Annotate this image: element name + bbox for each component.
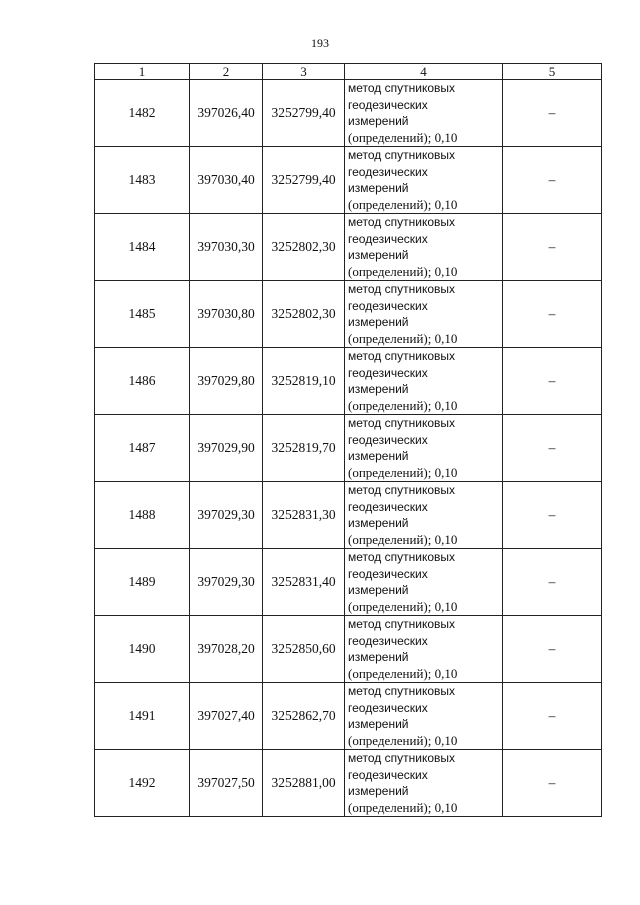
method-text-line: метод спутниковых — [348, 282, 456, 296]
method-text-line: метод спутниковых — [348, 148, 456, 162]
point-number-cell: 1482 — [95, 80, 190, 147]
table-body — [95, 80, 602, 817]
note-cell: – — [503, 214, 602, 281]
column-header: 2 — [190, 64, 263, 80]
coordinate-x-cell: 397029,30 — [190, 482, 263, 549]
method-text-line: измерений — [348, 650, 409, 664]
point-number-cell: 1483 — [95, 147, 190, 214]
method-text-line: (определений); 0,10 — [348, 732, 458, 748]
coordinate-y-cell: 3252802,30 — [263, 214, 345, 281]
point-number-cell: 1485 — [95, 281, 190, 348]
coordinate-x-cell: 397029,90 — [190, 415, 263, 482]
method-text-line: (определений); 0,10 — [348, 598, 458, 614]
page-number: 193 — [311, 36, 329, 50]
coordinate-y-cell: 3252831,30 — [263, 482, 345, 549]
method-text-line: геодезических — [348, 432, 428, 447]
note-cell: – — [503, 616, 602, 683]
method-text-line: геодезических — [348, 566, 428, 581]
coordinate-y-cell: 3252819,10 — [263, 348, 345, 415]
coordinate-y-cell: 3252802,30 — [263, 281, 345, 348]
point-number-cell: 1492 — [95, 750, 190, 817]
column-header: 5 — [503, 64, 602, 80]
table-row — [95, 348, 602, 415]
note-cell: – — [503, 482, 602, 549]
method-text-line: геодезических — [348, 633, 428, 648]
method-cell — [345, 348, 503, 415]
point-number-cell: 1490 — [95, 616, 190, 683]
method-text-line: измерений — [348, 181, 409, 195]
method-cell — [345, 683, 503, 750]
method-text-line: метод спутниковых — [348, 416, 456, 430]
method-text-line: геодезических — [348, 767, 428, 782]
point-number-cell: 1491 — [95, 683, 190, 750]
method-text-line: измерений — [348, 449, 409, 463]
note-cell: – — [503, 348, 602, 415]
column-header: 3 — [263, 64, 345, 80]
table-row — [95, 80, 602, 147]
table-row — [95, 549, 602, 616]
method-text-line: метод спутниковых — [348, 684, 456, 698]
table-row — [95, 482, 602, 549]
coordinate-x-cell: 397029,80 — [190, 348, 263, 415]
method-cell — [345, 549, 503, 616]
note-cell: – — [503, 415, 602, 482]
point-number-cell: 1486 — [95, 348, 190, 415]
method-text-line: геодезических — [348, 365, 428, 380]
note-cell: – — [503, 683, 602, 750]
method-text-line: метод спутниковых — [348, 349, 456, 363]
method-text-line: (определений); 0,10 — [348, 196, 458, 212]
method-text-line: метод спутниковых — [348, 617, 456, 631]
coordinate-x-cell: 397026,40 — [190, 80, 263, 147]
method-text-line: (определений); 0,10 — [348, 397, 458, 413]
note-cell: – — [503, 281, 602, 348]
table-row — [95, 415, 602, 482]
table-row — [95, 147, 602, 214]
method-text-line: измерений — [348, 583, 409, 597]
coordinate-y-cell: 3252831,40 — [263, 549, 345, 616]
point-number-cell: 1488 — [95, 482, 190, 549]
method-cell — [345, 147, 503, 214]
method-cell — [345, 750, 503, 817]
column-header: 1 — [95, 64, 190, 80]
coordinate-y-cell: 3252799,40 — [263, 80, 345, 147]
method-text-line: метод спутниковых — [348, 483, 456, 497]
coordinates-table — [94, 63, 602, 817]
method-text-line: (определений); 0,10 — [348, 330, 458, 346]
method-text-line: измерений — [348, 516, 409, 530]
method-cell — [345, 482, 503, 549]
method-text-line: измерений — [348, 784, 409, 798]
coordinate-x-cell: 397029,30 — [190, 549, 263, 616]
table-row — [95, 214, 602, 281]
table-row — [95, 750, 602, 817]
method-text-line: геодезических — [348, 231, 428, 246]
coordinate-y-cell: 3252819,70 — [263, 415, 345, 482]
point-number-cell: 1484 — [95, 214, 190, 281]
method-text-line: геодезических — [348, 298, 428, 313]
method-text-line: геодезических — [348, 499, 428, 514]
column-header: 4 — [345, 64, 503, 80]
coordinate-x-cell: 397030,80 — [190, 281, 263, 348]
table-header-row — [95, 64, 602, 80]
note-cell: – — [503, 750, 602, 817]
method-text-line: измерений — [348, 717, 409, 731]
table-row — [95, 281, 602, 348]
method-text-line: измерений — [348, 315, 409, 329]
coordinate-x-cell: 397030,40 — [190, 147, 263, 214]
method-text-line: геодезических — [348, 97, 428, 112]
method-cell — [345, 281, 503, 348]
method-text-line: метод спутниковых — [348, 751, 456, 765]
table-row — [95, 616, 602, 683]
method-text-line: (определений); 0,10 — [348, 531, 458, 547]
method-text-line: измерений — [348, 114, 409, 128]
coordinate-y-cell: 3252881,00 — [263, 750, 345, 817]
table-row — [95, 683, 602, 750]
note-cell: – — [503, 80, 602, 147]
method-cell — [345, 214, 503, 281]
note-cell: – — [503, 147, 602, 214]
method-text-line: метод спутниковых — [348, 550, 456, 564]
method-text-line: измерений — [348, 382, 409, 396]
point-number-cell: 1489 — [95, 549, 190, 616]
coordinate-x-cell: 397027,40 — [190, 683, 263, 750]
method-text-line: (определений); 0,10 — [348, 263, 458, 279]
method-text-line: (определений); 0,10 — [348, 665, 458, 681]
method-text-line: (определений); 0,10 — [348, 129, 458, 145]
coordinate-x-cell: 397027,50 — [190, 750, 263, 817]
coordinate-x-cell: 397030,30 — [190, 214, 263, 281]
method-cell — [345, 415, 503, 482]
coordinate-y-cell: 3252850,60 — [263, 616, 345, 683]
method-text-line: измерений — [348, 248, 409, 262]
method-cell — [345, 616, 503, 683]
method-cell — [345, 80, 503, 147]
method-text-line: геодезических — [348, 700, 428, 715]
method-text-line: (определений); 0,10 — [348, 464, 458, 480]
method-text-line: метод спутниковых — [348, 81, 456, 95]
method-text-line: метод спутниковых — [348, 215, 456, 229]
method-text-line: (определений); 0,10 — [348, 799, 458, 815]
note-cell: – — [503, 549, 602, 616]
point-number-cell: 1487 — [95, 415, 190, 482]
method-text-line: геодезических — [348, 164, 428, 179]
coordinate-x-cell: 397028,20 — [190, 616, 263, 683]
coordinate-y-cell: 3252799,40 — [263, 147, 345, 214]
coordinate-y-cell: 3252862,70 — [263, 683, 345, 750]
